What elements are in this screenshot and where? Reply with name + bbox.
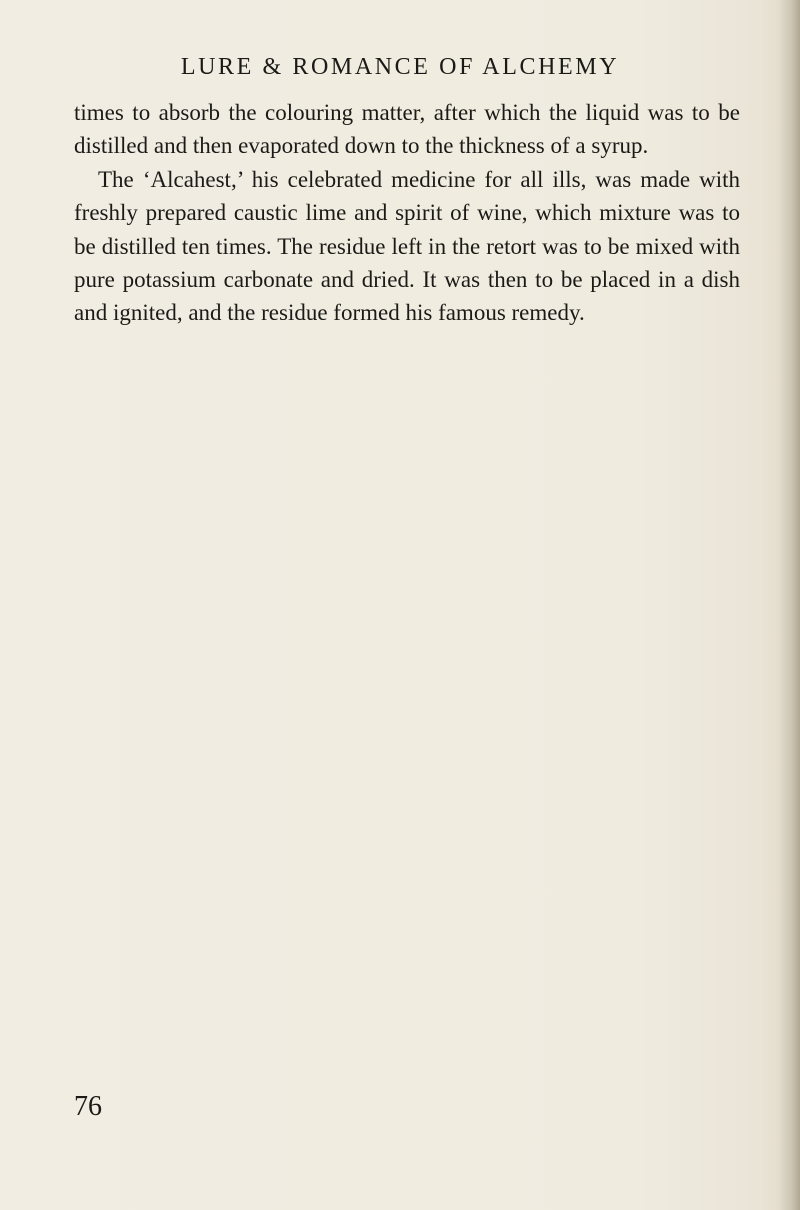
paragraph-continued: times to absorb the colouring matter, after which the liquid was to be distilled and then evaporated down to the thickness of a syrup. xyxy=(74,100,740,159)
body-text xyxy=(74,96,740,330)
paragraph-alcahest: The ‘Alcahest,’ his celebrated medicine for all ills, was made with freshly prepared caustic lime and spirit of wine, which mixture was to be distilled ten times. The residue left in the retort was to be mixed with pure potassium carbonate and dried. It was then to be placed in a dish and ignited, and the residue formed his famous remedy. xyxy=(74,166,740,326)
running-head: LURE & ROMANCE OF ALCHEMY xyxy=(180,54,620,80)
page-number: 76 xyxy=(74,1091,102,1122)
page-edge-shadow xyxy=(778,0,800,1210)
